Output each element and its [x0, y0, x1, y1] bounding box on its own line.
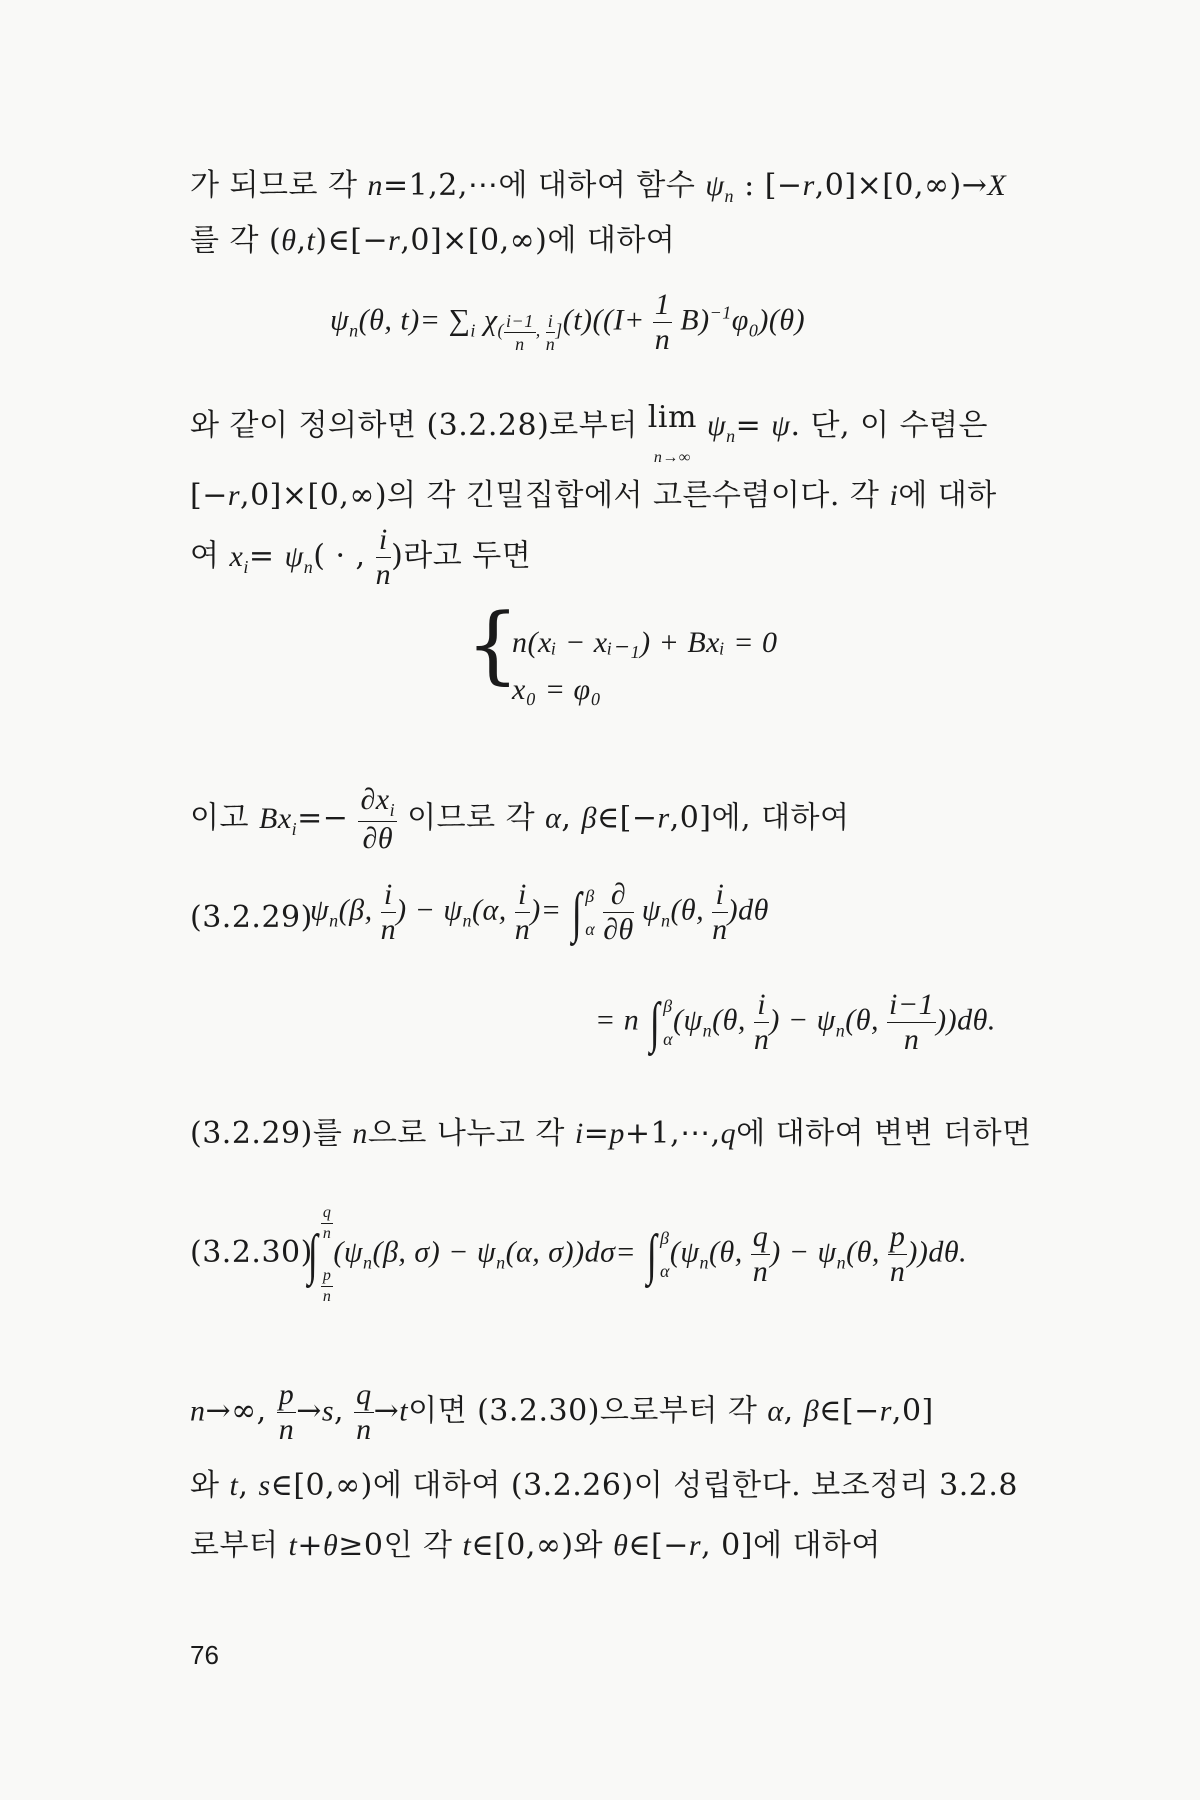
text-line-6: 이고 $Bx_i=-$ $\frac{\partial x_i}{\partial\theta}$ 이므로 각 α, β∈[−r,0]에, 대하여 — [190, 783, 850, 855]
text-line-3: 와 같이 정의하면 (3.2.28)로부터 lim n→∞ $\psi_n= \psi$. 단, 이 수렴은 — [190, 400, 989, 466]
text-line-10: 로부터 t+θ≥0인 각 t∈[0,∞)와 θ∈[−r, 0]에 대하여 — [190, 1528, 881, 1563]
equation-label-3-2-29: (3.2.29) — [190, 900, 313, 935]
definition-equation: $\psi_n(\theta$, $t)= \sum_i$ $\chi_{( \frac{i-1}{n} , \frac{i}{n} ]}(t)((I+$ $\frac{1}{n}$ $B)^{-1}\varphi_0)(\theta)$ — [330, 288, 806, 356]
equation-3-2-29-line-2: = n ∫ β $\alpha(\psi_n(\theta$, $\frac{i}{n}$ ) − $\psi_n(\theta$, $\frac{i-1}{n}$ ))dθ. — [595, 988, 996, 1056]
text-line-7: (3.2.29)를 n으로 나누고 각 i=p+1,⋯,q에 대하여 변변 더하면 — [190, 1116, 1032, 1151]
text-line-2: 를 각 (θ,t)∈[−r,0]×[0,∞)에 대하여 — [190, 223, 676, 258]
equation-label-3-2-30: (3.2.30) — [190, 1235, 313, 1270]
left-brace: { — [466, 595, 520, 693]
text-line-4: [−r,0]×[0,∞)의 각 긴밀집합에서 고른수렴이다. 각 i에 대하 — [190, 478, 997, 513]
text-line-5: 여 $x_i= \psi_n$( · , $\frac{i}{n}$ )라고 두면 — [190, 523, 532, 591]
system-line-2: x₀ = φ₀ — [512, 673, 602, 706]
system-line-1: n(xᵢ − xᵢ₋₁) + Bxᵢ = 0 — [512, 626, 778, 659]
equation-3-2-29-line-1: $\psi_n(\beta$, $\frac{i}{n}$ ) − $\psi_n(\alpha$, $\frac{i}{n}$ )= ∫ β α $\frac{\partial}{\partial\theta}$ $\psi_n(\theta$, $\frac{i}{n}$ )dθ — [310, 878, 769, 946]
equation-3-2-30: ∫ $\frac{q}{n}$ $\frac{p}{n}$ ($\psi_n(\beta$, $\sigma) - \psi_n(\alpha$, σ))dσ= ∫ β $\alpha(\psi_n(\theta$, $\frac{q}{n}$ ) − $\psi_n(\theta$, $\frac{p}{n}$ ))dθ. — [307, 1204, 968, 1305]
text-line-8: n→∞, $\frac{p}{n}$ →s, $\frac{q}{n}$ →t이면 (3.2.30)으로부터 각 α, β∈[−r,0] — [190, 1378, 934, 1446]
lim-subscript: n→∞ — [653, 449, 691, 466]
page-number: 76 — [190, 1640, 219, 1670]
text-line-1: 가 되므로 각 n=1,2,⋯에 대하여 함수 $\psi_n$ : [−r,0]×[0,∞)→X — [190, 168, 1007, 206]
text-line-9: 와 t, s∈[0,∞)에 대하여 (3.2.26)이 성립한다. 보조정리 3.2.8 — [190, 1468, 1018, 1503]
